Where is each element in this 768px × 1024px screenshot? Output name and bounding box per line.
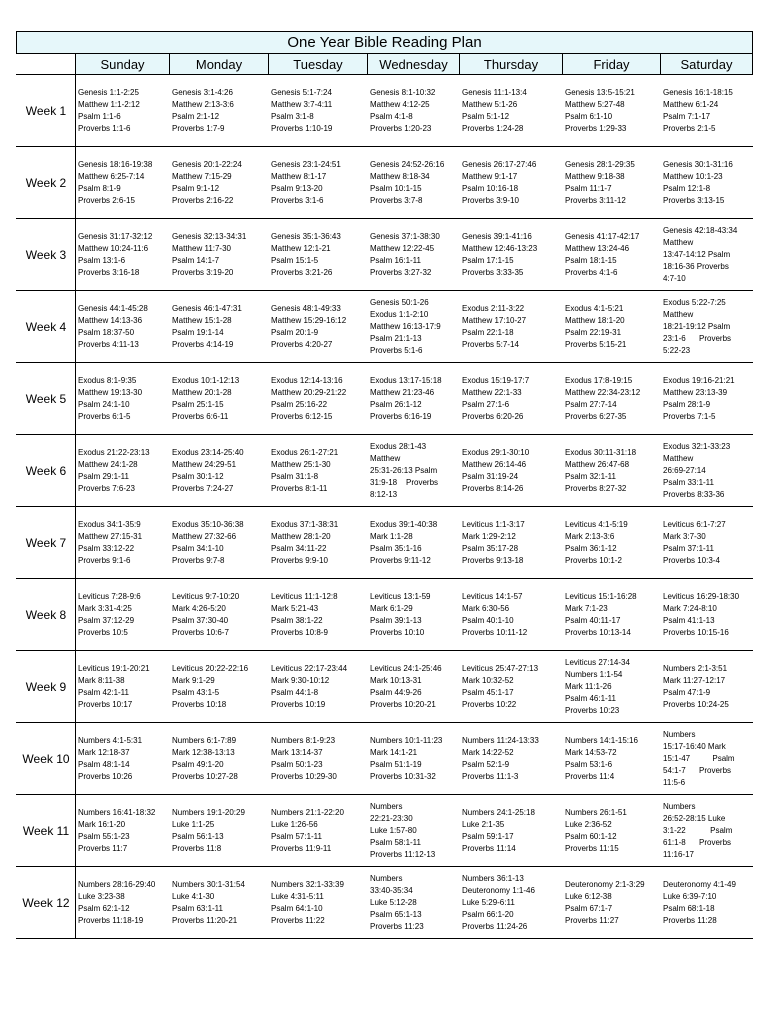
- week-label: Week 6: [17, 435, 76, 507]
- week-label: Week 5: [17, 363, 76, 435]
- reading-cell-monday: Genesis 3:1-4:26 Matthew 2:13-3:6 Psalm 2:1-12 Proverbs 1:7-9: [170, 75, 269, 147]
- reading-cell-friday: Leviticus 4:1-5:19 Mark 2:13-3:6 Psalm 36:1-12 Proverbs 10:1-2: [563, 507, 661, 579]
- reading-cell-saturday: Numbers 2:1-3:51 Mark 11:27-12:17 Psalm 47:1-9 Proverbs 10:24-25: [661, 651, 753, 723]
- reading-cell-tuesday: Numbers 21:1-22:20 Luke 1:26-56 Psalm 57:1-11 Proverbs 11:9-11: [269, 795, 368, 867]
- reading-cell-wednesday: Exodus 39:1-40:38 Mark 1:1-28 Psalm 35:1-16 Proverbs 9:11-12: [368, 507, 460, 579]
- reading-cell-thursday: Exodus 2:11-3:22 Matthew 17:10-27 Psalm 22:1-18 Proverbs 5:7-14: [460, 291, 563, 363]
- reading-cell-sunday: Exodus 34:1-35:9 Matthew 27:15-31 Psalm 33:12-22 Proverbs 9:1-6: [76, 507, 170, 579]
- day-header-monday: Monday: [170, 54, 269, 75]
- week-row: [17, 651, 753, 723]
- reading-cell-friday: Numbers 14:1-15:16 Mark 14:53-72 Psalm 53:1-6 Proverbs 11:4: [563, 723, 661, 795]
- reading-cell-sunday: Numbers 16:41-18:32 Mark 16:1-20 Psalm 55:1-23 Proverbs 11:7: [76, 795, 170, 867]
- day-header-tuesday: Tuesday: [269, 54, 368, 75]
- reading-cell-friday: Exodus 30:11-31:18 Matthew 26:47-68 Psalm 32:1-11 Proverbs 8:27-32: [563, 435, 661, 507]
- week-row: [17, 507, 753, 579]
- reading-cell-sunday: Leviticus 19:1-20:21 Mark 8:11-38 Psalm 42:1-11 Proverbs 10:17: [76, 651, 170, 723]
- day-header-friday: Friday: [563, 54, 661, 75]
- day-header-thursday: Thursday: [460, 54, 563, 75]
- day-header-sunday: Sunday: [76, 54, 170, 75]
- reading-cell-saturday: Genesis 30:1-31:16 Matthew 10:1-23 Psalm 12:1-8 Proverbs 3:13-15: [661, 147, 753, 219]
- reading-cell-monday: Leviticus 20:22-22:16 Mark 9:1-29 Psalm 43:1-5 Proverbs 10:18: [170, 651, 269, 723]
- reading-cell-saturday: Leviticus 6:1-7:27 Mark 3:7-30 Psalm 37:1-11 Proverbs 10:3-4: [661, 507, 753, 579]
- reading-cell-monday: Numbers 30:1-31:54 Luke 4:1-30 Psalm 63:1-11 Proverbs 11:20-21: [170, 867, 269, 939]
- reading-cell-thursday: Leviticus 25:47-27:13 Mark 10:32-52 Psalm 45:1-17 Proverbs 10:22: [460, 651, 563, 723]
- reading-cell-sunday: Numbers 28:16-29:40 Luke 3:23-38 Psalm 62:1-12 Proverbs 11:18-19: [76, 867, 170, 939]
- reading-cell-friday: Genesis 41:17-42:17 Matthew 13:24-46 Psalm 18:1-15 Proverbs 4:1-6: [563, 219, 661, 291]
- day-header-row: [17, 54, 753, 75]
- reading-cell-monday: Numbers 19:1-20:29 Luke 1:1-25 Psalm 56:1-13 Proverbs 11:8: [170, 795, 269, 867]
- day-header-saturday: Saturday: [661, 54, 753, 75]
- reading-cell-saturday: Deuteronomy 4:1-49 Luke 6:39-7:10 Psalm 68:1-18 Proverbs 11:28: [661, 867, 753, 939]
- reading-cell-tuesday: Exodus 12:14-13:16 Matthew 20:29-21:22 Psalm 25:16-22 Proverbs 6:12-15: [269, 363, 368, 435]
- reading-cell-sunday: Genesis 44:1-45:28 Matthew 14:13-36 Psalm 18:37-50 Proverbs 4:11-13: [76, 291, 170, 363]
- reading-cell-thursday: Leviticus 14:1-57 Mark 6:30-56 Psalm 40:1-10 Proverbs 10:11-12: [460, 579, 563, 651]
- reading-cell-saturday: Genesis 42:18-43:34 Matthew 13:47-14:12 Psalm 18:16-36 Proverbs 4:7-10: [661, 219, 753, 291]
- reading-cell-saturday: Exodus 5:22-7:25 Matthew 18:21-19:12 Psalm 23:1-6 Proverbs 5:22-23: [661, 291, 753, 363]
- reading-cell-friday: Genesis 28:1-29:35 Matthew 9:18-38 Psalm 11:1-7 Proverbs 3:11-12: [563, 147, 661, 219]
- reading-cell-friday: Exodus 4:1-5:21 Matthew 18:1-20 Psalm 22:19-31 Proverbs 5:15-21: [563, 291, 661, 363]
- reading-cell-sunday: Numbers 4:1-5:31 Mark 12:18-37 Psalm 48:1-14 Proverbs 10:26: [76, 723, 170, 795]
- week-label: Week 7: [17, 507, 76, 579]
- reading-cell-thursday: Numbers 11:24-13:33 Mark 14:22-52 Psalm 52:1-9 Proverbs 11:1-3: [460, 723, 563, 795]
- reading-cell-tuesday: Genesis 48:1-49:33 Matthew 15:29-16:12 Psalm 20:1-9 Proverbs 4:20-27: [269, 291, 368, 363]
- week-row: [17, 579, 753, 651]
- reading-cell-sunday: Exodus 21:22-23:13 Matthew 24:1-28 Psalm 29:1-11 Proverbs 7:6-23: [76, 435, 170, 507]
- week-label: Week 11: [17, 795, 76, 867]
- reading-cell-tuesday: Genesis 23:1-24:51 Matthew 8:1-17 Psalm 9:13-20 Proverbs 3:1-6: [269, 147, 368, 219]
- week-row: [17, 795, 753, 867]
- reading-cell-friday: Genesis 13:5-15:21 Matthew 5:27-48 Psalm 6:1-10 Proverbs 1:29-33: [563, 75, 661, 147]
- week-row: [17, 435, 753, 507]
- week-row: [17, 723, 753, 795]
- reading-cell-friday: Leviticus 27:14-34 Numbers 1:1-54 Mark 11:1-26 Psalm 46:1-11 Proverbs 10:23: [563, 651, 661, 723]
- reading-cell-thursday: Numbers 24:1-25:18 Luke 2:1-35 Psalm 59:1-17 Proverbs 11:14: [460, 795, 563, 867]
- reading-cell-monday: Exodus 10:1-12:13 Matthew 20:1-28 Psalm 25:1-15 Proverbs 6:6-11: [170, 363, 269, 435]
- week-row: [17, 867, 753, 939]
- reading-cell-wednesday: Exodus 13:17-15:18 Matthew 21:23-46 Psalm 26:1-12 Proverbs 6:16-19: [368, 363, 460, 435]
- reading-cell-wednesday: Numbers 33:40-35:34 Luke 5:12-28 Psalm 65:1-13 Proverbs 11:23: [368, 867, 460, 939]
- reading-cell-sunday: Genesis 31:17-32:12 Matthew 10:24-11:6 Psalm 13:1-6 Proverbs 3:16-18: [76, 219, 170, 291]
- reading-cell-tuesday: Leviticus 11:1-12:8 Mark 5:21-43 Psalm 38:1-22 Proverbs 10:8-9: [269, 579, 368, 651]
- reading-cell-monday: Numbers 6:1-7:89 Mark 12:38-13:13 Psalm 49:1-20 Proverbs 10:27-28: [170, 723, 269, 795]
- reading-cell-tuesday: Exodus 26:1-27:21 Matthew 25:1-30 Psalm 31:1-8 Proverbs 8:1-11: [269, 435, 368, 507]
- reading-cell-wednesday: Genesis 8:1-10:32 Matthew 4:12-25 Psalm 4:1-8 Proverbs 1:20-23: [368, 75, 460, 147]
- week-label: Week 1: [17, 75, 76, 147]
- week-label: Week 12: [17, 867, 76, 939]
- reading-cell-tuesday: Numbers 32:1-33:39 Luke 4:31-5:11 Psalm 64:1-10 Proverbs 11:22: [269, 867, 368, 939]
- week-label: Week 4: [17, 291, 76, 363]
- reading-cell-wednesday: Genesis 50:1-26 Exodus 1:1-2:10 Matthew 16:13-17:9 Psalm 21:1-13 Proverbs 5:1-6: [368, 291, 460, 363]
- reading-cell-saturday: Numbers 15:17-16:40 Mark 15:1-47 Psalm 54:1-7 Proverbs 11:5-6: [661, 723, 753, 795]
- reading-cell-wednesday: Numbers 10:1-11:23 Mark 14:1-21 Psalm 51:1-19 Proverbs 10:31-32: [368, 723, 460, 795]
- reading-cell-saturday: Exodus 19:16-21:21 Matthew 23:13-39 Psalm 28:1-9 Proverbs 7:1-5: [661, 363, 753, 435]
- reading-cell-friday: Deuteronomy 2:1-3:29 Luke 6:12-38 Psalm 67:1-7 Proverbs 11:27: [563, 867, 661, 939]
- week-label: Week 2: [17, 147, 76, 219]
- week-label: Week 9: [17, 651, 76, 723]
- reading-cell-sunday: Exodus 8:1-9:35 Matthew 19:13-30 Psalm 24:1-10 Proverbs 6:1-5: [76, 363, 170, 435]
- reading-cell-thursday: Genesis 39:1-41:16 Matthew 12:46-13:23 Psalm 17:1-15 Proverbs 3:33-35: [460, 219, 563, 291]
- reading-cell-monday: Genesis 46:1-47:31 Matthew 15:1-28 Psalm 19:1-14 Proverbs 4:14-19: [170, 291, 269, 363]
- reading-cell-saturday: Exodus 32:1-33:23 Matthew 26:69-27:14 Psalm 33:1-11 Proverbs 8:33-36: [661, 435, 753, 507]
- reading-cell-thursday: Genesis 26:17-27:46 Matthew 9:1-17 Psalm 10:16-18 Proverbs 3:9-10: [460, 147, 563, 219]
- reading-cell-thursday: Numbers 36:1-13 Deuteronomy 1:1-46 Luke 5:29-6:11 Psalm 66:1-20 Proverbs 11:24-26: [460, 867, 563, 939]
- reading-cell-friday: Numbers 26:1-51 Luke 2:36-52 Psalm 60:1-12 Proverbs 11:15: [563, 795, 661, 867]
- weeks-body: [17, 75, 753, 939]
- reading-cell-thursday: Exodus 15:19-17:7 Matthew 22:1-33 Psalm 27:1-6 Proverbs 6:20-26: [460, 363, 563, 435]
- reading-cell-saturday: Genesis 16:1-18:15 Matthew 6:1-24 Psalm 7:1-17 Proverbs 2:1-5: [661, 75, 753, 147]
- reading-cell-monday: Leviticus 9:7-10:20 Mark 4:26-5:20 Psalm 37:30-40 Proverbs 10:6-7: [170, 579, 269, 651]
- reading-cell-wednesday: Numbers 22:21-23:30 Luke 1:57-80 Psalm 58:1-11 Proverbs 11:12-13: [368, 795, 460, 867]
- reading-cell-thursday: Leviticus 1:1-3:17 Mark 1:29-2:12 Psalm 35:17-28 Proverbs 9:13-18: [460, 507, 563, 579]
- reading-cell-wednesday: Genesis 24:52-26:16 Matthew 8:18-34 Psalm 10:1-15 Proverbs 3:7-8: [368, 147, 460, 219]
- week-row: [17, 147, 753, 219]
- reading-cell-tuesday: Genesis 5:1-7:24 Matthew 3:7-4:11 Psalm 3:1-8 Proverbs 1:10-19: [269, 75, 368, 147]
- reading-cell-wednesday: Genesis 37:1-38:30 Matthew 12:22-45 Psalm 16:1-11 Proverbs 3:27-32: [368, 219, 460, 291]
- reading-cell-monday: Genesis 32:13-34:31 Matthew 11:7-30 Psalm 14:1-7 Proverbs 3:19-20: [170, 219, 269, 291]
- reading-cell-friday: Leviticus 15:1-16:28 Mark 7:1-23 Psalm 40:11-17 Proverbs 10:13-14: [563, 579, 661, 651]
- reading-cell-wednesday: Leviticus 13:1-59 Mark 6:1-29 Psalm 39:1-13 Proverbs 10:10: [368, 579, 460, 651]
- reading-cell-tuesday: Leviticus 22:17-23:44 Mark 9:30-10:12 Psalm 44:1-8 Proverbs 10:19: [269, 651, 368, 723]
- reading-cell-friday: Exodus 17:8-19:15 Matthew 22:34-23:12 Psalm 27:7-14 Proverbs 6:27-35: [563, 363, 661, 435]
- week-label: Week 8: [17, 579, 76, 651]
- reading-cell-wednesday: Leviticus 24:1-25:46 Mark 10:13-31 Psalm 44:9-26 Proverbs 10:20-21: [368, 651, 460, 723]
- corner-cell: [17, 54, 76, 75]
- day-header-wednesday: Wednesday: [368, 54, 460, 75]
- week-row: [17, 291, 753, 363]
- reading-cell-sunday: Leviticus 7:28-9:6 Mark 3:31-4:25 Psalm 37:12-29 Proverbs 10:5: [76, 579, 170, 651]
- page-title: One Year Bible Reading Plan: [17, 32, 753, 54]
- reading-cell-thursday: Genesis 11:1-13:4 Matthew 5:1-26 Psalm 5:1-12 Proverbs 1:24-28: [460, 75, 563, 147]
- reading-cell-monday: Exodus 23:14-25:40 Matthew 24:29-51 Psalm 30:1-12 Proverbs 7:24-27: [170, 435, 269, 507]
- reading-cell-thursday: Exodus 29:1-30:10 Matthew 26:14-46 Psalm 31:19-24 Proverbs 8:14-26: [460, 435, 563, 507]
- reading-cell-monday: Exodus 35:10-36:38 Matthew 27:32-66 Psalm 34:1-10 Proverbs 9:7-8: [170, 507, 269, 579]
- reading-cell-saturday: Numbers 26:52-28:15 Luke 3:1-22 Psalm 61:1-8 Proverbs 11:16-17: [661, 795, 753, 867]
- reading-cell-tuesday: Numbers 8:1-9:23 Mark 13:14-37 Psalm 50:1-23 Proverbs 10:29-30: [269, 723, 368, 795]
- reading-cell-saturday: Leviticus 16:29-18:30 Mark 7:24-8:10 Psalm 41:1-13 Proverbs 10:15-16: [661, 579, 753, 651]
- week-row: [17, 363, 753, 435]
- reading-cell-tuesday: Exodus 37:1-38:31 Matthew 28:1-20 Psalm 34:11-22 Proverbs 9:9-10: [269, 507, 368, 579]
- week-label: Week 10: [17, 723, 76, 795]
- reading-cell-sunday: Genesis 18:16-19:38 Matthew 6:25-7:14 Psalm 8:1-9 Proverbs 2:6-15: [76, 147, 170, 219]
- week-row: [17, 75, 753, 147]
- reading-cell-wednesday: Exodus 28:1-43 Matthew 25:31-26:13 Psalm 31:9-18 Proverbs 8:12-13: [368, 435, 460, 507]
- reading-cell-sunday: Genesis 1:1-2:25 Matthew 1:1-2:12 Psalm 1:1-6 Proverbs 1:1-6: [76, 75, 170, 147]
- reading-plan-table: [16, 31, 753, 939]
- week-row: [17, 219, 753, 291]
- reading-cell-monday: Genesis 20:1-22:24 Matthew 7:15-29 Psalm 9:1-12 Proverbs 2:16-22: [170, 147, 269, 219]
- week-label: Week 3: [17, 219, 76, 291]
- reading-cell-tuesday: Genesis 35:1-36:43 Matthew 12:1-21 Psalm 15:1-5 Proverbs 3:21-26: [269, 219, 368, 291]
